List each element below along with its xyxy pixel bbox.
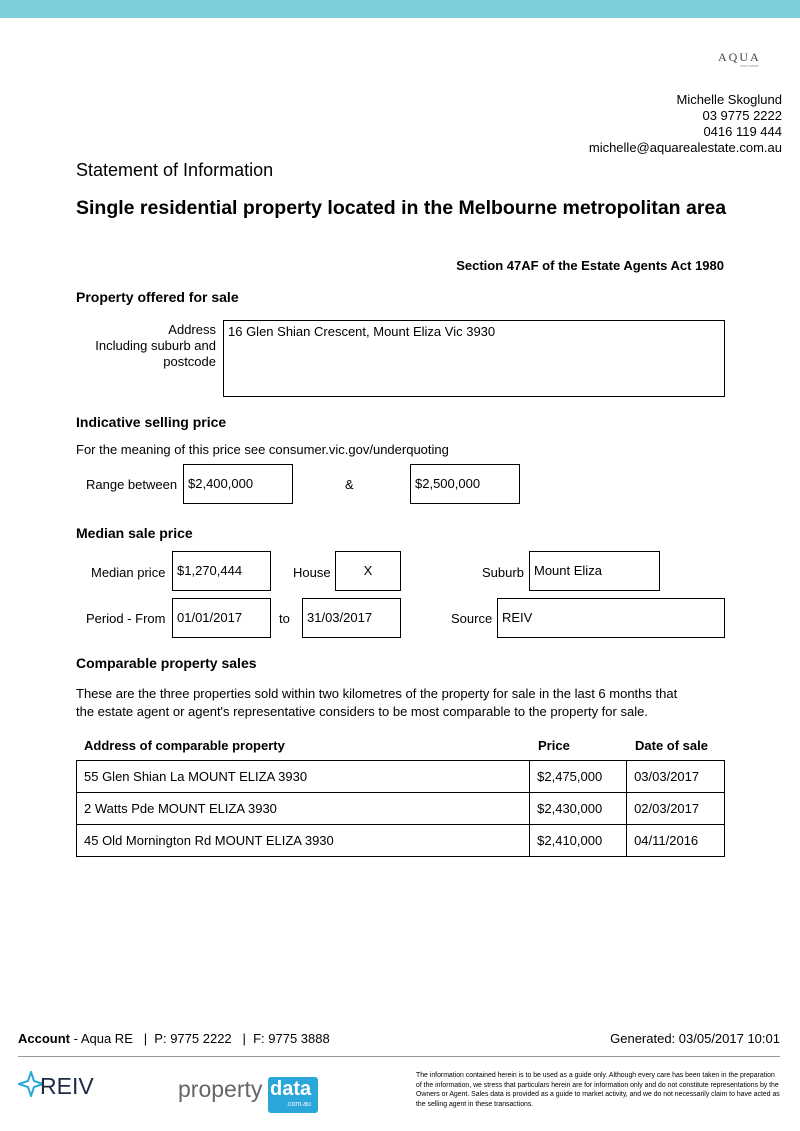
house-checkbox[interactable]: X	[335, 551, 401, 591]
propertydata-logo: property	[178, 1076, 263, 1102]
table-row	[77, 793, 725, 825]
account-details: - Aqua RE | P: 9775 2222 | F: 9775 3888	[70, 1031, 330, 1046]
house-label: House	[293, 565, 331, 580]
agent-name: Michelle Skoglund	[676, 92, 782, 107]
indicative-note: For the meaning of this price see consumer.vic.gov/underquoting	[76, 442, 449, 457]
row-price: $2,430,000	[530, 793, 627, 825]
generated-timestamp: Generated: 03/05/2017 10:01	[610, 1031, 780, 1046]
comparable-table	[76, 760, 725, 857]
aqua-logo-subtitle: real estate	[740, 63, 759, 68]
period-to-label: to	[279, 611, 290, 626]
document-title: Statement of Information	[76, 160, 274, 180]
agent-email[interactable]: michelle@aquarealestate.com.au	[588, 140, 782, 155]
suburb-field[interactable]: Mount Eliza	[529, 551, 660, 591]
address-label-line-1: Address	[168, 322, 216, 337]
agent-contact	[589, 92, 782, 156]
period-from-field[interactable]: 01/01/2017	[172, 598, 271, 638]
range-ampersand: &	[345, 477, 354, 492]
act-reference: Section 47AF of the Estate Agents Act 1980	[456, 258, 724, 273]
col-header-address: Address of comparable property	[84, 738, 285, 753]
table-row	[77, 761, 725, 793]
row-price: $2,475,000	[530, 761, 627, 793]
address-label-line-2: Including suburb and	[95, 338, 216, 353]
aqua-logo: AQUA	[718, 50, 761, 64]
source-field[interactable]: REIV	[497, 598, 725, 638]
row-address: 45 Old Mornington Rd MOUNT ELIZA 3930	[77, 825, 530, 857]
source-label: Source	[451, 611, 493, 626]
table-row	[77, 825, 725, 857]
account-label: Account	[18, 1031, 70, 1046]
row-date: 03/03/2017	[627, 761, 725, 793]
agent-phone: 03 9775 2222	[702, 108, 782, 123]
median-price-label: Median price	[91, 565, 166, 580]
document-headline: Single residential property located in the Melbourne metropolitan area	[76, 197, 727, 219]
footer-disclaimer: The information contained herein is to be used as a guide only. Although every care has been taken in the preparation of the information, we stress that particulars herein are for information only and do not constitute representations by the Owners or Agent. Sales data is provided as a guide to market activity, and we do not necessarily claim to have acted as the selling agent in these transactions.	[416, 1072, 780, 1108]
reiv-logo: REIV	[40, 1073, 94, 1099]
median-heading: Median sale price	[76, 525, 193, 541]
address-label	[95, 322, 216, 370]
comparable-note-line-2: the estate agent or agent's representative considers to be most comparable to the property for sale.	[76, 704, 648, 719]
median-price-field[interactable]: $1,270,444	[172, 551, 271, 591]
row-address: 55 Glen Shian La MOUNT ELIZA 3930	[77, 761, 530, 793]
indicative-heading: Indicative selling price	[76, 414, 227, 430]
top-accent-bar	[0, 0, 800, 18]
propertydata-logo-data: data	[270, 1078, 312, 1100]
col-header-price: Price	[538, 738, 570, 753]
propertydata-logo-domain: .com.au	[286, 1101, 311, 1108]
row-price: $2,410,000	[530, 825, 627, 857]
agent-mobile: 0416 119 444	[703, 124, 782, 139]
row-address: 2 Watts Pde MOUNT ELIZA 3930	[77, 793, 530, 825]
row-date: 04/11/2016	[627, 825, 725, 857]
range-label: Range between	[86, 477, 178, 492]
suburb-label: Suburb	[482, 565, 524, 580]
address-field[interactable]: 16 Glen Shian Crescent, Mount Eliza Vic 3930	[223, 320, 725, 397]
property-heading: Property offered for sale	[76, 289, 239, 305]
comparable-heading: Comparable property sales	[76, 655, 257, 671]
footer-account	[18, 1031, 330, 1046]
period-label: Period - From	[86, 611, 166, 626]
comparable-note	[76, 685, 677, 721]
comparable-note-line-1: These are the three properties sold within two kilometres of the property for sale in the last 6 months that	[76, 686, 678, 701]
price-range-low[interactable]: $2,400,000	[183, 464, 293, 504]
price-range-high[interactable]: $2,500,000	[410, 464, 520, 504]
period-to-field[interactable]: 31/03/2017	[302, 598, 401, 638]
address-label-line-3: postcode	[163, 354, 216, 369]
row-date: 02/03/2017	[627, 793, 725, 825]
footer-divider	[18, 1056, 780, 1057]
col-header-date: Date of sale	[635, 738, 708, 753]
